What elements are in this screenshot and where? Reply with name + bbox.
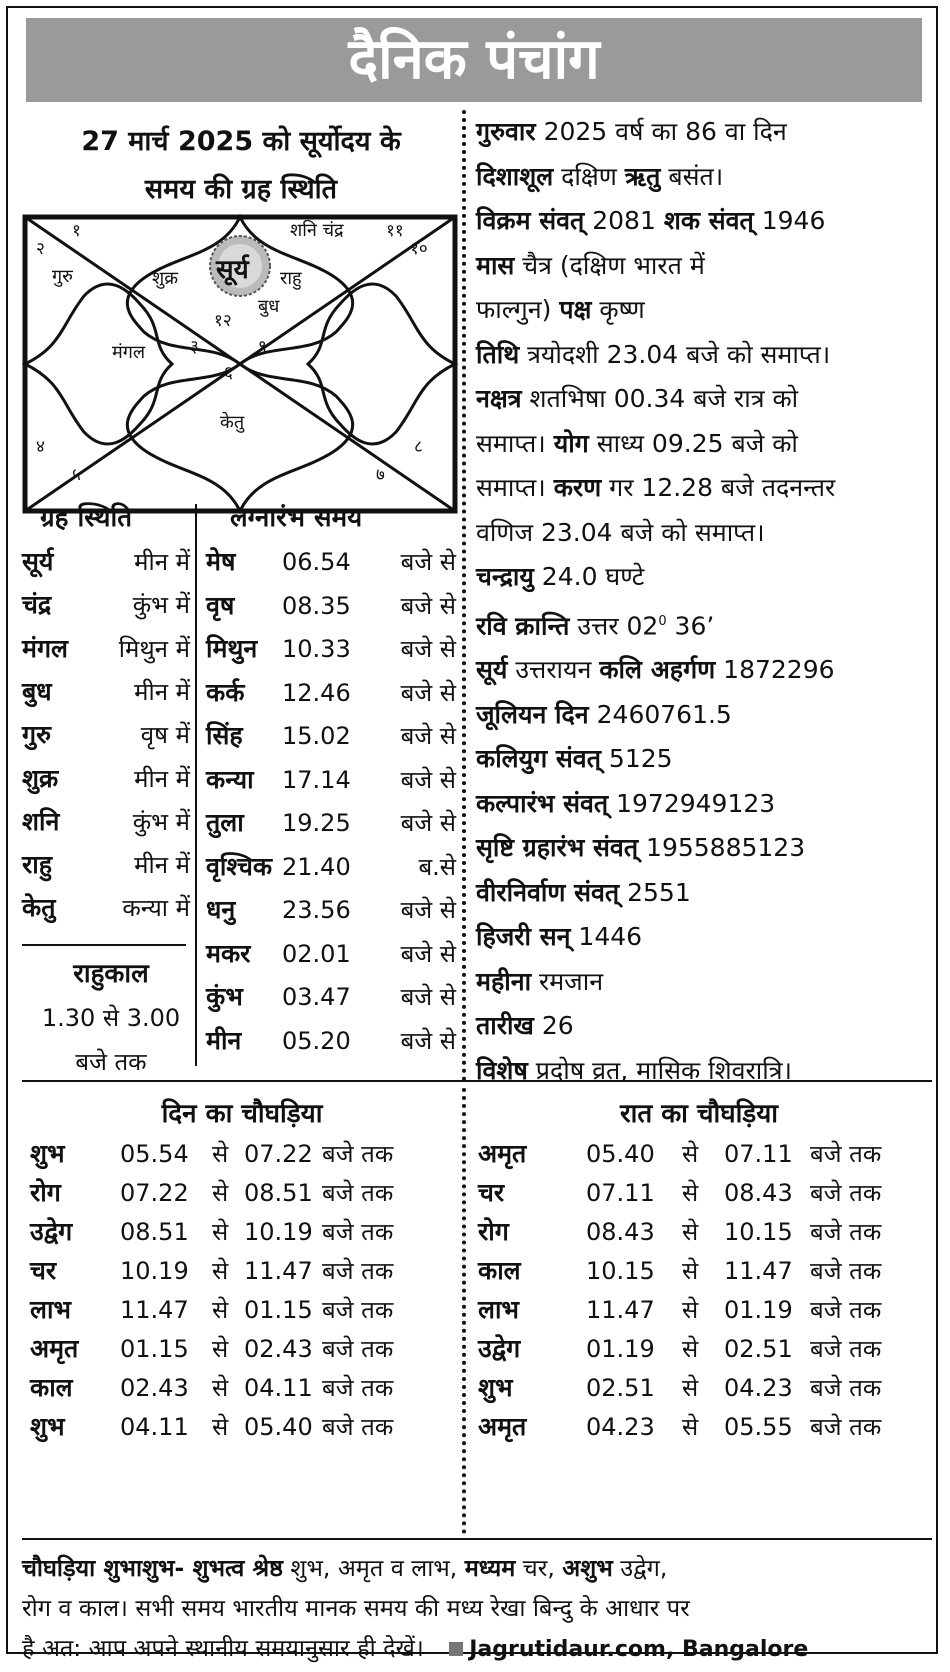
time-from: 10.15	[586, 1257, 655, 1285]
time-to: 05.40	[244, 1413, 313, 1441]
choghadiya-name: अमृत	[30, 1334, 79, 1363]
time-from: 07.22	[120, 1179, 189, 1207]
lagna-row	[206, 845, 456, 889]
lagna-time: 23.56	[282, 896, 351, 924]
lagna-unit: बजे से	[400, 983, 456, 1011]
time-to: 08.51	[244, 1179, 313, 1207]
raat-heading: रात का चौघड़िया	[619, 1099, 779, 1129]
choghadiya-name: चर	[478, 1178, 505, 1207]
se-label: से	[212, 1413, 229, 1441]
planet-rahu: राहु	[280, 268, 302, 289]
graha-name: मंगल	[22, 633, 68, 663]
tak-label: बजे तक	[322, 1218, 394, 1246]
se-label: से	[212, 1257, 229, 1285]
lagna-time: 19.25	[282, 809, 351, 837]
tak-label: बजे तक	[810, 1218, 882, 1246]
info-line: वणिज 23.04 बजे को समाप्त।	[476, 517, 765, 547]
graha-row	[22, 843, 190, 887]
din-row	[30, 1134, 450, 1174]
square-icon	[449, 1642, 463, 1656]
choghadiya-name: काल	[30, 1373, 73, 1402]
info-line: जूलियन दिन 2460761.5	[476, 699, 732, 729]
se-label: से	[212, 1335, 229, 1363]
choghadiya-name: लाभ	[30, 1295, 72, 1324]
panchang-page	[6, 6, 938, 1662]
planet-budh: बुध	[258, 296, 280, 317]
rahukaal-rule	[22, 944, 186, 946]
time-from: 05.40	[586, 1140, 655, 1168]
choghadiya-name: चर	[30, 1256, 57, 1285]
chart-caption: 27 मार्च 2025 को सूर्योदय के समय की ग्रह स्थिति	[81, 126, 401, 205]
lagna-name: कुंभ	[206, 982, 243, 1011]
lagna-unit: बजे से	[400, 896, 456, 924]
tak-label: बजे तक	[322, 1413, 394, 1441]
time-to: 02.51	[724, 1335, 793, 1363]
lagna-unit: बजे से	[400, 722, 456, 750]
lagna-unit: ब.से	[418, 852, 456, 881]
info-line: विक्रम संवत् 2081 शक संवत् 1946	[476, 206, 826, 235]
graha-row	[22, 757, 190, 801]
time-to: 01.19	[724, 1296, 793, 1324]
footer-rule	[22, 1538, 932, 1540]
time-from: 08.51	[120, 1218, 189, 1246]
info-line: दिशाशूल दक्षिण ऋतु बसंत।	[476, 161, 724, 191]
raat-row	[478, 1134, 898, 1174]
tak-label: बजे तक	[322, 1374, 394, 1402]
lagna-row	[206, 671, 456, 715]
raat-row	[478, 1173, 898, 1213]
raat-row	[478, 1407, 898, 1447]
tak-label: बजे तक	[810, 1179, 882, 1207]
house-number: ५	[72, 465, 81, 485]
info-line: कल्पारंभ संवत् 1972949123	[476, 788, 776, 818]
info-line: मास चैत्र (दक्षिण भारत में	[476, 250, 705, 280]
lagna-row	[206, 627, 456, 671]
time-to: 07.22	[244, 1140, 313, 1168]
lagna-row	[206, 714, 456, 758]
graha-row	[22, 627, 190, 671]
lagna-unit: बजे से	[400, 548, 456, 576]
lagna-name: वृष	[206, 590, 235, 620]
choghadiya-name: लाभ	[478, 1295, 520, 1324]
graha-rashi: मीन में	[134, 764, 190, 793]
time-from: 10.19	[120, 1257, 189, 1285]
graha-row	[22, 800, 190, 844]
din-row	[30, 1368, 450, 1408]
info-line: तारीख 26	[476, 1011, 574, 1041]
lagna-name: वृश्चिक	[206, 851, 273, 881]
raat-row	[478, 1212, 898, 1252]
din-row	[30, 1173, 450, 1213]
tak-label: बजे तक	[810, 1257, 882, 1285]
lagna-name: सिंह	[206, 721, 243, 750]
din-row	[30, 1407, 450, 1447]
lagna-unit: बजे से	[400, 809, 456, 837]
time-from: 02.43	[120, 1374, 189, 1402]
planet-shani-chandra: शनि चंद्र	[290, 220, 344, 241]
se-label: से	[682, 1179, 699, 1207]
se-label: से	[212, 1140, 229, 1168]
graha-row	[22, 583, 190, 627]
house-number: ४	[36, 437, 45, 457]
time-to: 10.15	[724, 1218, 793, 1246]
raat-row	[478, 1329, 898, 1369]
time-to: 10.19	[244, 1218, 313, 1246]
tak-label: बजे तक	[810, 1335, 882, 1363]
choghadiya-name: शुभ	[478, 1373, 513, 1402]
tak-label: बजे तक	[810, 1140, 882, 1168]
graha-name: शनि	[22, 806, 60, 836]
choghadiya-name: रोग	[478, 1217, 509, 1246]
lagna-heading: लग्नारंभ समय	[230, 503, 363, 533]
se-label: से	[682, 1257, 699, 1285]
time-from: 01.15	[120, 1335, 189, 1363]
lagna-unit: बजे से	[400, 1026, 456, 1055]
se-label: से	[212, 1296, 229, 1324]
din-row	[30, 1290, 450, 1330]
se-label: से	[682, 1335, 699, 1363]
graha-rashi: मीन में	[134, 851, 190, 880]
rahukaal-box	[22, 952, 200, 1084]
time-from: 11.47	[120, 1296, 189, 1324]
lagna-time: 10.33	[282, 635, 351, 663]
time-from: 08.43	[586, 1218, 655, 1246]
house-number: ८	[414, 437, 423, 457]
lagna-row	[206, 975, 456, 1019]
planet-surya: सूर्य	[216, 255, 249, 285]
info-line: हिजरी सन् 1446	[476, 922, 643, 952]
info-line: सूर्य उत्तरायन कलि अहर्गण 1872296	[476, 655, 835, 685]
lagna-unit: बजे से	[400, 591, 456, 620]
house-number: ७	[376, 465, 385, 485]
graha-heading: ग्रह स्थिति	[40, 503, 133, 533]
lagna-time: 05.20	[282, 1026, 351, 1055]
choghadiya-name: उद्वेग	[30, 1217, 73, 1246]
footer-note: चौघड़िया शुभाशुभ- शुभत्व श्रेष्ठ शुभ, अमृत व लाभ, मध्यम चर, अशुभ उद्वेग, रोग व काल। सभी समय भारतीय मानक समय की मध्य रेखा बिन्दु के आधार पर है अत: आप अपने स्थानीय समयानुसार ही देखें। Jagrutidaur.com, Bangalore	[22, 1554, 809, 1662]
graha-row	[22, 540, 190, 584]
lagna-time: 12.46	[282, 678, 351, 707]
graha-rashi: वृष में	[140, 721, 190, 750]
graha-name: सूर्य	[22, 547, 54, 576]
info-line: चन्द्रायु 24.0 घण्टे	[476, 562, 645, 591]
graha-row	[22, 713, 190, 757]
lagna-name: कन्या	[206, 764, 254, 794]
choghadiya-name: शुभ	[30, 1139, 65, 1168]
din-row	[30, 1329, 450, 1369]
se-label: से	[212, 1218, 229, 1246]
lagna-name: मीन	[206, 1025, 242, 1055]
se-label: से	[212, 1374, 229, 1402]
lagna-unit: बजे से	[400, 939, 456, 968]
time-from: 11.47	[586, 1296, 655, 1324]
lagna-time: 17.14	[282, 765, 351, 794]
info-line: तिथि त्रयोदशी 23.04 बजे को समाप्त।	[476, 339, 831, 369]
time-to: 05.55	[724, 1413, 793, 1441]
rahukaal-suffix: बजे तक	[75, 1048, 147, 1076]
choghadiya-name: काल	[478, 1256, 521, 1285]
lagna-time: 02.01	[282, 939, 351, 968]
graha-rashi: कुंभ में	[132, 807, 190, 836]
time-to: 07.11	[724, 1140, 793, 1168]
graha-name: चंद्र	[22, 590, 52, 620]
info-line: समाप्त। योग साध्य 09.25 बजे को	[476, 428, 798, 458]
time-from: 04.11	[120, 1413, 189, 1441]
info-line: सृष्टि ग्रहारंभ संवत् 1955885123	[476, 833, 806, 863]
info-line: समाप्त। करण गर 12.28 बजे तदनन्तर	[476, 473, 836, 502]
graha-rashi: कन्या में	[122, 894, 190, 923]
lagna-row	[206, 540, 456, 584]
info-line: वीरनिर्वाण संवत् 2551	[476, 877, 691, 907]
lagna-row	[206, 758, 456, 802]
tak-label: बजे तक	[810, 1413, 882, 1441]
lagna-unit: बजे से	[400, 765, 456, 794]
info-line: नक्षत्र शतभिषा 00.34 बजे रात्र को	[476, 384, 799, 413]
lagna-name: मकर	[206, 938, 251, 968]
se-label: से	[682, 1413, 699, 1441]
tak-label: बजे तक	[322, 1296, 394, 1324]
se-label: से	[682, 1374, 699, 1402]
lagna-row	[206, 888, 456, 932]
time-to: 11.47	[244, 1257, 313, 1285]
tak-label: बजे तक	[322, 1335, 394, 1363]
tak-label: बजे तक	[322, 1257, 394, 1285]
raat-row	[478, 1251, 898, 1291]
se-label: से	[212, 1179, 229, 1207]
lagna-time: 15.02	[282, 722, 351, 750]
lagna-row	[206, 584, 456, 628]
lagna-row	[206, 932, 456, 976]
house-number: ६	[224, 363, 233, 383]
raat-row	[478, 1368, 898, 1408]
graha-name: शुक्र	[22, 763, 59, 793]
rahukaal-heading: राहुकाल	[73, 959, 149, 989]
lagna-time: 06.54	[282, 548, 351, 576]
info-line: कलियुग संवत् 5125	[476, 744, 673, 774]
house-number: १	[72, 221, 81, 241]
lagna-time: 08.35	[282, 591, 351, 620]
graha-name: बुध	[22, 676, 52, 706]
time-from: 05.54	[120, 1140, 189, 1168]
planet-guru: गुरु	[52, 266, 73, 287]
time-from: 04.23	[586, 1413, 655, 1441]
lagna-unit: बजे से	[400, 635, 456, 663]
info-line: विशेष प्रदोष व्रत, मासिक शिवरात्रि।	[476, 1055, 792, 1085]
raat-row	[478, 1290, 898, 1330]
info-line: गुरुवार 2025 वर्ष का 86 वा दिन	[476, 117, 787, 146]
time-from: 01.19	[586, 1335, 655, 1363]
se-label: से	[682, 1296, 699, 1324]
lagna-name: कर्क	[206, 677, 245, 707]
lagna-row	[206, 801, 456, 845]
time-to: 01.15	[244, 1296, 313, 1324]
lagna-time: 03.47	[282, 983, 351, 1011]
house-number: ३	[190, 337, 199, 357]
choghadiya-name: उद्वेग	[478, 1334, 521, 1363]
choghadiya-name: रोग	[30, 1178, 61, 1207]
tak-label: बजे तक	[810, 1296, 882, 1324]
tak-label: बजे तक	[322, 1140, 394, 1168]
time-to: 11.47	[724, 1257, 793, 1285]
lagna-name: धनु	[206, 895, 236, 924]
din-heading: दिन का चौघड़िया	[161, 1099, 323, 1129]
choghadiya-name: शुभ	[30, 1412, 65, 1441]
graha-name: केतु	[22, 893, 56, 923]
info-line: रवि क्रान्ति उत्तर $02^0$ 36’	[476, 610, 715, 640]
section-rule	[22, 1080, 932, 1082]
tak-label: बजे तक	[810, 1374, 882, 1402]
house-number: १२	[214, 311, 232, 331]
time-to: 04.11	[244, 1374, 313, 1402]
graha-rashi: मीन में	[134, 548, 190, 576]
lagna-name: तुला	[206, 808, 244, 837]
page-title: दैनिक पंचांग	[26, 18, 922, 102]
time-from: 07.11	[586, 1179, 655, 1207]
se-label: से	[682, 1218, 699, 1246]
kundali-chart	[22, 214, 458, 514]
choghadiya-name: अमृत	[478, 1139, 527, 1168]
house-number: ९	[258, 337, 267, 357]
time-to: 02.43	[244, 1335, 313, 1363]
graha-rashi: मीन में	[134, 677, 190, 706]
graha-row	[22, 670, 190, 714]
planet-shukra: शुक्र	[152, 268, 179, 289]
panchang-info	[476, 110, 936, 1093]
choghadiya-divider	[462, 1088, 466, 1534]
lagna-unit: बजे से	[400, 678, 456, 707]
brand: Jagrutidaur.com, Bangalore	[449, 1637, 808, 1662]
choghadiya-name: अमृत	[478, 1412, 527, 1441]
planet-mangal: मंगल	[112, 342, 146, 363]
column-divider	[462, 110, 466, 1082]
lagna-time: 21.40	[282, 852, 351, 881]
time-to: 04.23	[724, 1374, 793, 1402]
graha-name: गुरु	[22, 720, 52, 750]
house-number: १०	[410, 239, 428, 259]
time-from: 02.51	[586, 1374, 655, 1402]
house-number: ११	[386, 221, 404, 241]
info-line: महीना रमजान	[476, 966, 604, 996]
info-line: फाल्गुन) पक्ष कृष्ण	[476, 295, 645, 324]
din-row	[30, 1212, 450, 1252]
se-label: से	[682, 1140, 699, 1168]
tak-label: बजे तक	[322, 1179, 394, 1207]
rahukaal-time: 1.30 से 3.00	[41, 1004, 181, 1032]
lagna-row	[206, 1019, 456, 1063]
planet-ketu: केतु	[220, 412, 245, 433]
time-to: 08.43	[724, 1179, 793, 1207]
graha-rashi: मिथुन में	[118, 634, 190, 663]
graha-name: राहु	[22, 850, 52, 880]
graha-row	[22, 886, 190, 930]
house-number: २	[36, 239, 45, 259]
lagna-name: मेष	[206, 547, 236, 576]
graha-rashi: कुंभ में	[132, 591, 190, 620]
din-row	[30, 1251, 450, 1291]
lagna-name: मिथुन	[206, 634, 258, 663]
